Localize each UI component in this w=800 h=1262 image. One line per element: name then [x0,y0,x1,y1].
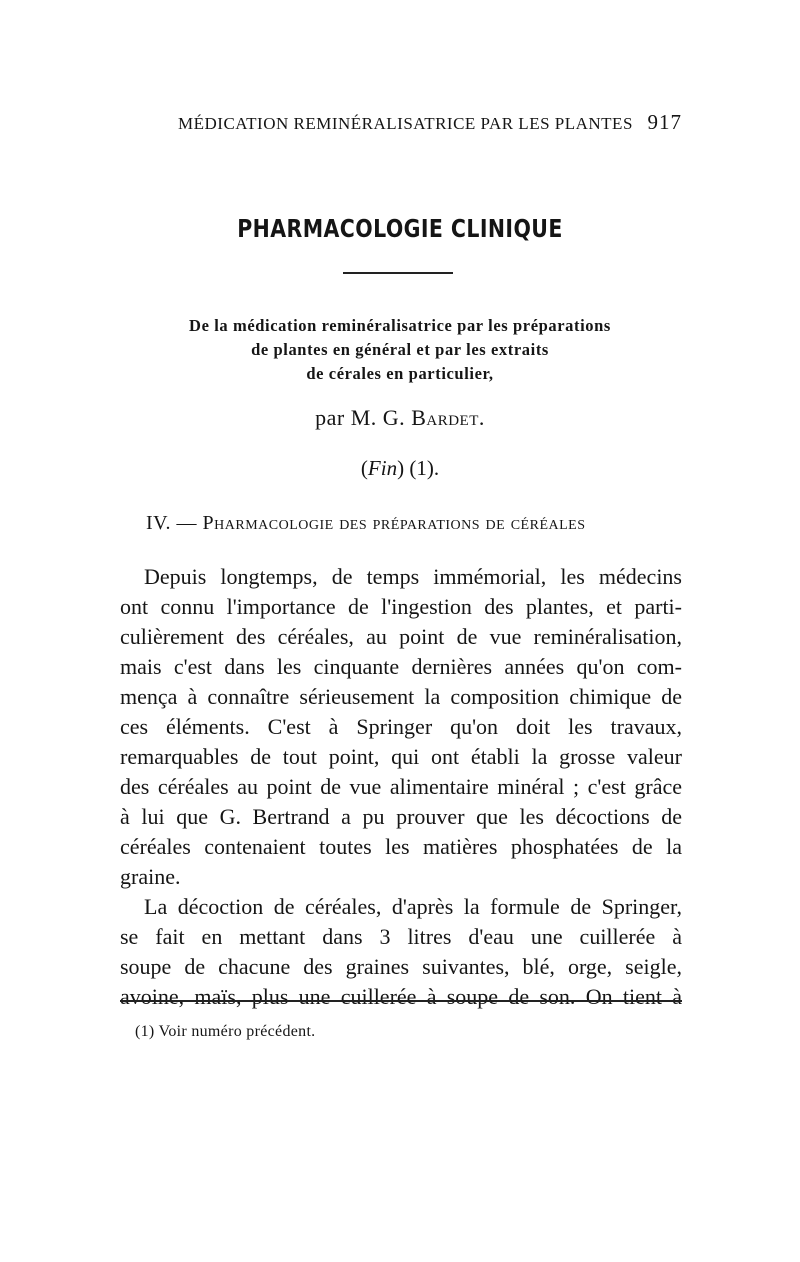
author-surname: Bardet. [411,405,485,430]
text-line: soupe de chacune des graines suivantes, blé, orge, seigle, [120,954,682,979]
paragraph-1 [120,562,682,892]
text-line: Depuis longtemps, de temps immémorial, les médecins [144,564,682,589]
article-subtitle [100,314,700,386]
fin-word: Fin [367,456,398,480]
text-line: des céréales au point de vue alimentaire minéral ; c'est grâce [120,774,682,799]
subtitle-line: de plantes en général et par les extraits [251,340,549,359]
text-line: se fait en mettant dans 3 litres d'eau une cuillerée à [120,924,682,949]
text-line: à lui que G. Bertrand a pu prouver que les décoctions de [120,804,682,829]
page-number: 917 [647,110,682,134]
footnote-divider [120,1000,682,1002]
title-divider [343,272,453,274]
text-line: mença à connaître sérieusement la composition chimique de [120,684,682,709]
author-prefix: par M. G. [315,405,412,430]
subtitle-line: de cérales en particulier, [306,364,494,383]
fin-note [0,456,800,481]
running-head-title: MÉDICATION REMINÉRALISATRICE PAR LES PLANTES [178,114,633,133]
text-line: avoine, maïs, plus une cuillerée à soupe de son. On tient à [120,984,682,1009]
text-line: La décoction de céréales, d'après la formule de Springer, [144,894,682,919]
text-line: céréales contenaient toutes les matières phosphatées de la [120,834,682,859]
text-line: remarquables de tout point, qui ont établi la grosse valeur [120,744,682,769]
text-line: mais c'est dans les cinquante dernières années qu'on com- [120,654,682,679]
text-line: ont connu l'importance de l'ingestion des plantes, et parti- [120,594,682,619]
chapter-heading-text: IV. — Pharmacologie des préparations de céréales [146,512,586,534]
footnote-text: (1) Voir numéro précédent. [135,1023,316,1040]
author-line [0,405,800,431]
fin-note-text: (Fin) (1). [360,456,440,480]
running-head [178,110,682,135]
chapter-heading [146,512,686,535]
text-line: graine. [120,864,181,889]
text-line: culièrement des céréales, au point de vue reminéralisation, [120,624,682,649]
section-title: PHARMACOLOGIE CLINIQUE [237,214,563,243]
subtitle-line: De la médication reminéralisatrice par les préparations [189,316,611,335]
footnote [135,1023,675,1041]
paragraph-2 [120,892,682,1012]
body-text [120,562,682,1012]
text-line: ces éléments. C'est à Springer qu'on doit les travaux, [120,714,682,739]
